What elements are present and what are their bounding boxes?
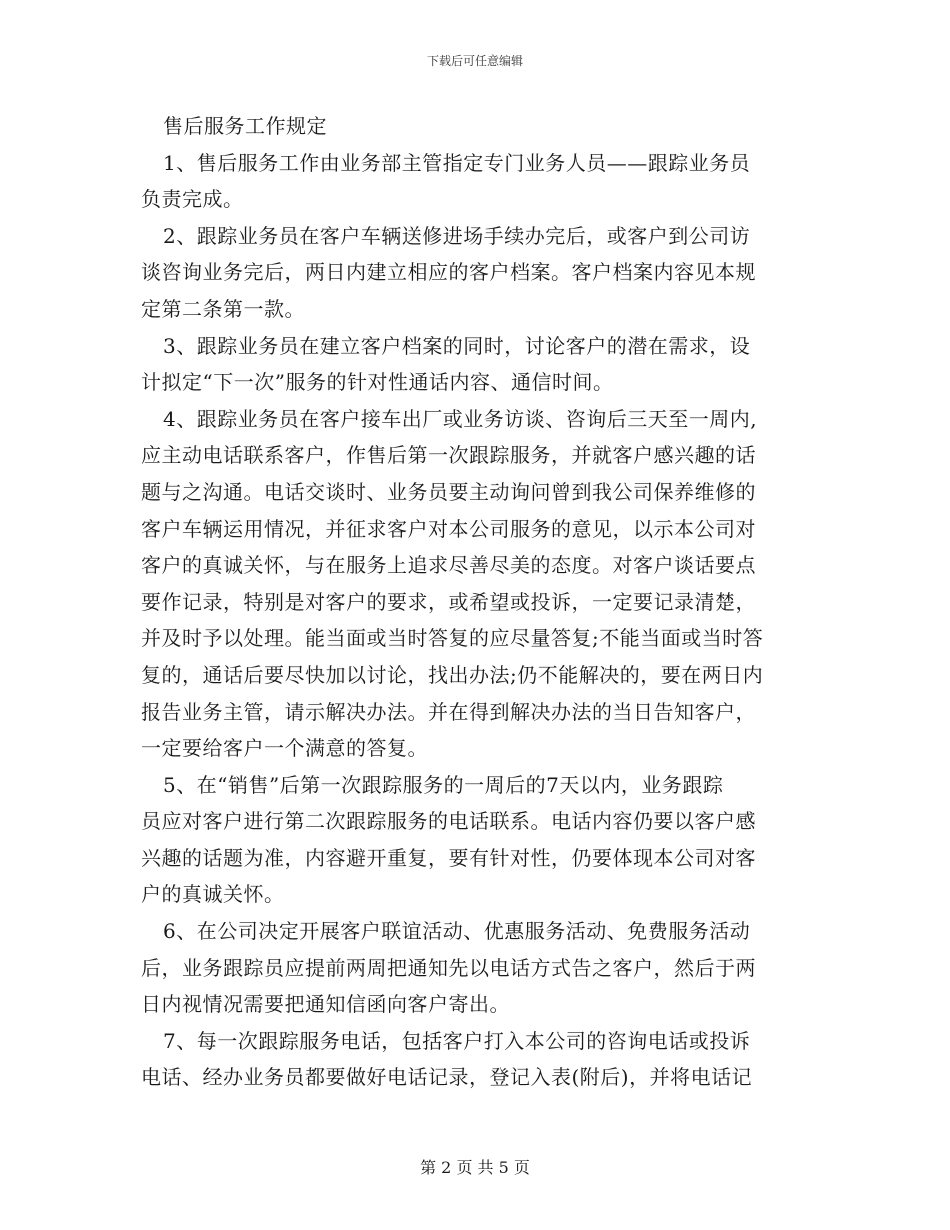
paragraph-3-line-1: 3、跟踪业务员在建立客户档案的同时，讨论客户的潜在需求，设 — [163, 333, 751, 358]
paragraph-5-line-3: 兴趣的话题为准，内容避开重复，要有针对性，仍要体现本公司对客 — [141, 845, 756, 870]
paragraph-7-line-2: 电话、经办业务员都要做好电话记录，登记入表(附后)，并将电话记 — [141, 1065, 753, 1090]
paragraph-1-line-1: 1、售后服务工作由业务部主管指定专门业务人员——跟踪业务员 — [163, 150, 751, 175]
page-number: 第 2 页 共 5 页 — [420, 1158, 530, 1177]
paragraph-2-line-1: 2、跟踪业务员在客户车辆送修进场手续办完后，或客户到公司访 — [163, 223, 751, 248]
paragraph-4-line-6: 要作记录，特别是对客户的要求，或希望或投诉，一定要记录清楚， — [141, 589, 756, 614]
paragraph-2-line-2: 谈咨询业务完后，两日内建立相应的客户档案。客户档案内容见本规 — [141, 260, 756, 285]
paragraph-4-line-8: 复的，通话后要尽快加以讨论，找出办法;仍不能解决的，要在两日内 — [141, 662, 764, 687]
paragraph-6-line-2: 后，业务跟踪员应提前两周把通知先以电话方式告之客户，然后于两 — [141, 955, 756, 980]
paragraph-5-line-4: 户的真诚关怀。 — [141, 882, 285, 907]
paragraph-4-line-7: 并及时予以处理。能当面或当时答复的应尽量答复;不能当面或当时答 — [141, 626, 764, 651]
paragraph-4-line-3: 题与之沟通。电话交谈时、业务员要主动询问曾到我公司保养维修的 — [141, 479, 756, 504]
paragraph-1-line-2: 负责完成。 — [141, 187, 244, 212]
document-title: 售后服务工作规定 — [163, 114, 327, 138]
paragraph-6-line-1: 6、在公司决定开展客户联谊活动、优惠服务活动、免费服务活动 — [163, 919, 751, 944]
page-header: 下载后可任意编辑 — [426, 54, 523, 68]
paragraph-6-line-3: 日内视情况需要把通知信函向客户寄出。 — [141, 992, 510, 1017]
paragraph-4-line-1: 4、跟踪业务员在客户接车出厂或业务访谈、咨询后三天至一周内, — [163, 406, 758, 431]
paragraph-5-line-2: 员应对客户进行第二次跟踪服务的电话联系。电话内容仍要以客户感 — [141, 809, 756, 834]
document-body — [141, 108, 813, 1096]
paragraph-4-line-2: 应主动电话联系客户，作售后第一次跟踪服务，并就客户感兴趣的话 — [141, 443, 756, 468]
paragraph-4-line-4: 客户车辆运用情况，并征求客户对本公司服务的意见，以示本公司对 — [141, 516, 756, 541]
paragraph-2-line-3: 定第二条第一款。 — [141, 296, 305, 321]
paragraph-7-line-1: 7、每一次跟踪服务电话，包括客户打入本公司的咨询电话或投诉 — [163, 1028, 751, 1053]
paragraph-4-line-9: 报告业务主管，请示解决办法。并在得到解决办法的当日告知客户， — [141, 699, 756, 724]
paragraph-4-line-10: 一定要给客户一个满意的答复。 — [141, 736, 428, 761]
paragraph-4-line-5: 客户的真诚关怀，与在服务上追求尽善尽美的态度。对客户谈话要点 — [141, 553, 756, 578]
paragraph-5-line-1: 5、在“销售”后第一次跟踪服务的一周后的7天以内，业务跟踪 — [163, 772, 724, 797]
paragraph-3-line-2: 计拟定“下一次”服务的针对性通话内容、通信时间。 — [141, 370, 614, 395]
